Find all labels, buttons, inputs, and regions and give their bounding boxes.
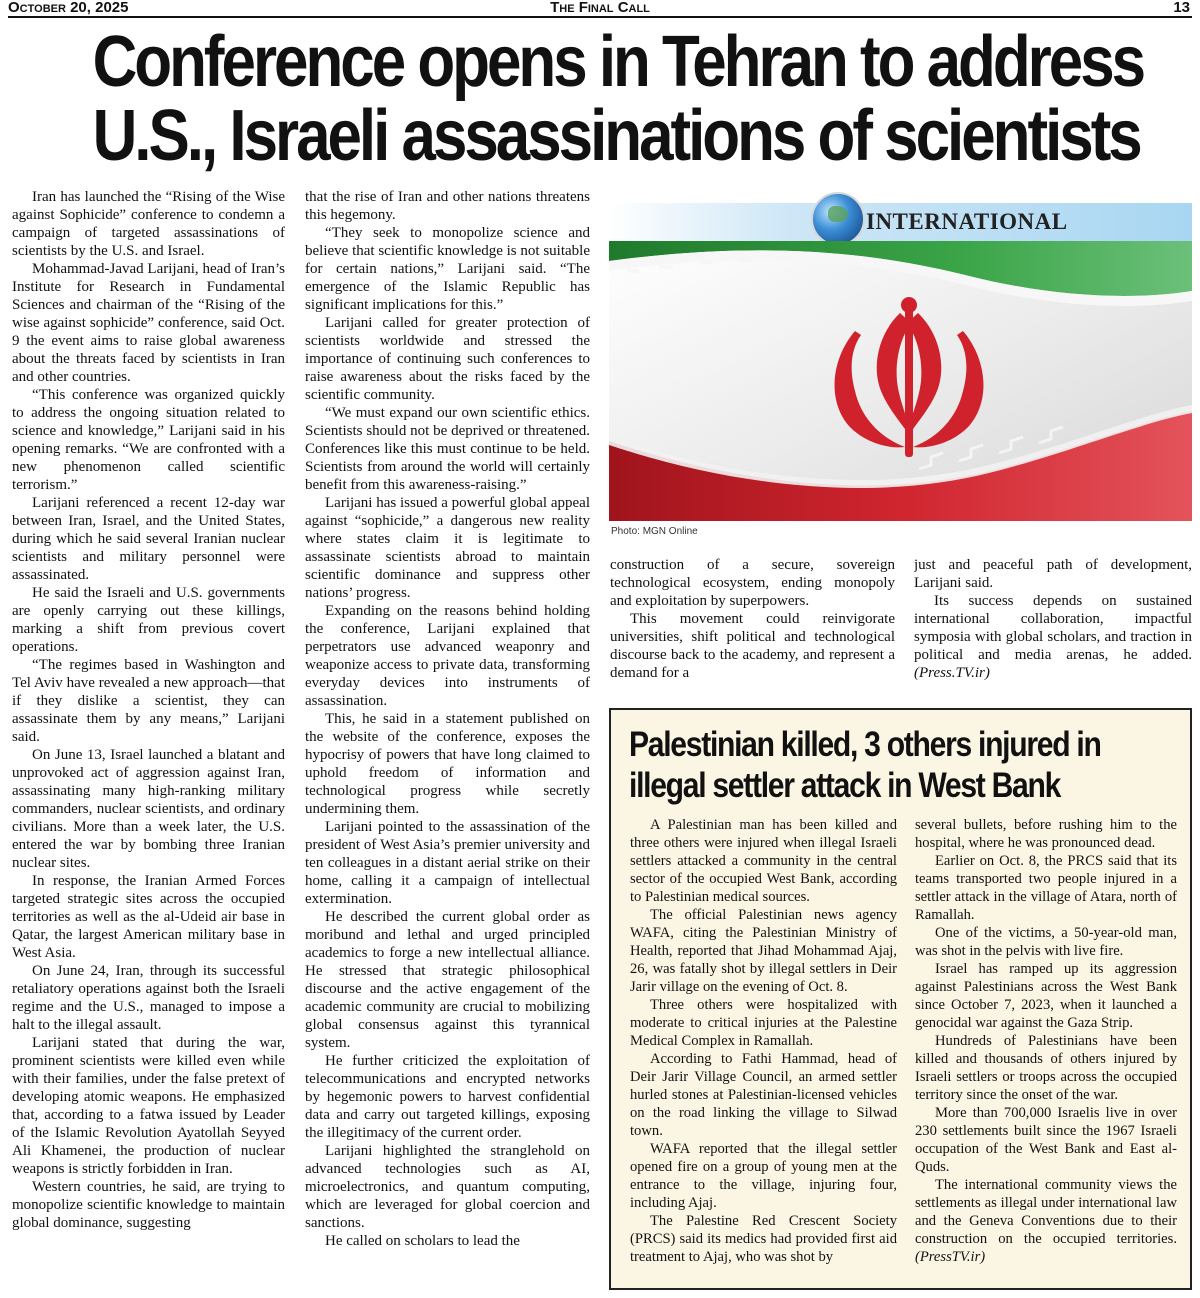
paragraph-continued: construction of a secure, sovereign technological ecosystem, ending monopoly and exploitation by superpowers. [610,557,895,609]
source-credit: (PressTV.ir) [915,1249,986,1265]
paragraph: This, he said in a statement published on the website of the conference, exposes the hypocrisy of powers that have long claimed to uphold freedom of information and technological progress while secretly undermining them. [305,711,590,817]
paragraph: He said the Israeli and U.S. governments are openly carrying out these killings, marking a shift from previous covert operations. [12,585,285,655]
paragraph: The Palestine Red Crescent Society (PRCS) said its medics had provided first aid treatment to Ajaj, who was shot by [630,1213,897,1265]
main-article-column-4 [914,556,1192,691]
page-header [8,0,1192,18]
paragraph: “The regimes based in Washington and Tel Aviv have revealed a new approach—that if they dislike a scientist, they can assassinate them by any means,” Larijani said. [12,657,285,745]
main-headline-line1: Conference opens in Tehran to address [92,22,1144,102]
paragraph-text: The international community views the settlements as illegal under international law and the Geneva Conventions due to their construction on the occupied territories. [915,1177,1177,1247]
paragraph-continued: just and peaceful path of development, Larijani said. [914,557,1192,591]
paragraph: WAFA reported that the illegal settler opened fire on a group of young men at the entrance to the village, injuring four, including Ajaj. [630,1141,897,1211]
sidebar-article-box [609,708,1192,1290]
paragraph: Mohammad-Javad Larijani, head of Iran’s Institute for Research in Fundamental Sciences and chairman of the “Rising of the wise against sophicide” conference, said Oct. 9 the event aims to raise global awareness about the threats faced by scientists in Iran and other countries. [12,261,285,385]
paragraph: On June 13, Israel launched a blatant and unprovoked act of aggression against Iran, assassinating many high-ranking military commanders, nuclear scientists, and ordinary civilians. More than a week later, the U.S. entered the war by bombing three Iranian nuclear sites. [12,747,285,871]
issue-date: October 20, 2025 [8,0,129,16]
paragraph: Three others were hospitalized with moderate to critical injuries at the Palestine Medical Complex in Ramallah. [630,997,897,1049]
paragraph: Israel has ramped up its aggression against Palestinians across the West Bank since October 7, 2023, when it launched a genocidal war against the Gaza Strip. [915,961,1177,1031]
paragraph-text: Its success depends on sustained international collaboration, impactful symposia with global scholars, and traction in political and media arenas, he added. [914,593,1192,663]
paragraph: Larijani stated that during the war, prominent scientists were killed even while with their families, under the false pretext of developing atomic weapons. He emphasized that, according to a fatwa issued by Leader of the Islamic Revolution Ayatollah Seyyed Ali Khamenei, the production of nuclear weapons is strictly forbidden in Iran. [12,1035,285,1177]
section-label: INTERNATIONAL [866,209,1068,234]
paragraph [914,592,1192,682]
paragraph: Earlier on Oct. 8, the PRCS said that its teams transported two people injured in a settler attack in the village of Atara, north of Ramallah. [915,853,1177,923]
paragraph: This movement could reinvigorate universities, shift political and technological discourse back to the academy, and represent a demand for a [610,611,895,681]
paragraph: One of the victims, a 50-year-old man, was shot in the pelvis with live fire. [915,925,1177,959]
iran-flag-photo [609,241,1192,521]
paragraph: A Palestinian man has been killed and three others were injured when illegal Israeli settlers attacked a community in the central sector of the occupied West Bank, according to Palestinian medical sources. [630,817,897,905]
main-headline-line2: U.S., Israeli assassinations of scientists [92,96,1140,176]
paragraph: Larijani highlighted the stranglehold on advanced technologies such as AI, microelectronics, and quantum computing, which are leveraged for global coercion and sanctions. [305,1143,590,1231]
paragraph: Expanding on the reasons behind holding the conference, Larijani explained that perpetrators use advanced weaponry and weaponize access to private data, transforming everyday devices into instruments of assassination. [305,603,590,709]
paragraph: In response, the Iranian Armed Forces targeted strategic sites across the occupied territories as well as the al-Udeid air base in Qatar, the largest American military base in West Asia. [12,873,285,961]
paragraph: Larijani has issued a powerful global appeal against “sophicide,” a dangerous new reality where states claim it is legitimate to assassinate scientists abroad to maintain scientific dominance and suppress other nations’ progress. [305,495,590,601]
main-article-column-2 [305,188,590,1290]
main-headline [92,22,1144,176]
main-article-column-1 [12,188,285,1290]
paragraph: Larijani called for greater protection of scientists worldwide and stressed the importance of continuing such conferences to raise awareness about the risks faced by the scientific community. [305,315,590,403]
source-credit: (Press.TV.ir) [914,665,990,681]
sidebar-column-2 [915,816,1177,1286]
paragraph: Western countries, he said, are trying to monopolize scientific knowledge to maintain global dominance, suggesting [12,1179,285,1231]
paragraph: He further criticized the exploitation of telecommunications and encrypted networks by hegemonic powers to harvest confidential data and carry out targeted killings, exposing the illegitimacy of the current order. [305,1053,590,1141]
paragraph-continued: several bullets, before rushing him to the hospital, where he was pronounced dead. [915,817,1177,851]
sidebar-headline-line1: Palestinian killed, 3 others injured in [629,725,1101,764]
paragraph: He described the current global order as moribund and lethal and urged principled academics to forge a new intellectual alliance. He stressed that strategic philosophical discourse and the active engagement of the academic community are crucial to mobilizing global consensus against this tyrannical system. [305,909,590,1051]
main-article-column-3 [610,556,895,691]
paragraph: More than 700,000 Israelis live in over 230 settlements built since the 1967 Israeli occupation of the West Bank and East al-Quds. [915,1105,1177,1175]
paragraph: On June 24, Iran, through its successful retaliatory operations against both the Israeli regime and the U.S., managed to impose a halt to the illegal assault. [12,963,285,1033]
photo-caption: Photo: MGN Online [611,526,698,537]
paragraph: Larijani pointed to the assassination of the president of West Asia’s premier university and ten colleagues in a distant aerial strike on their home, calling it a campaign of intellectual extermination. [305,819,590,907]
paragraph: “We must expand our own scientific ethics. Scientists should not be deprived or threatened. Conferences like this must continue to be held. Scientists from around the world will certainly benefit from this awareness-raising.” [305,405,590,493]
paragraph: “They seek to monopolize science and believe that scientific knowledge is not suitable for certain nations,” Larijani said. “The emergence of the Islamic Republic has significant implications for this.” [305,225,590,313]
sidebar-column-1 [630,816,897,1286]
sidebar-headline [629,724,1111,806]
paragraph: The official Palestinian news agency WAFA, citing the Palestinian Ministry of Health, reported that Jihad Mohammad Ajaj, 26, was fatally shot by illegal settlers in Deir Jarir village on the evening of Oct. 8. [630,907,897,995]
paragraph: “This conference was organized quickly to address the ongoing situation related to science and knowledge,” Larijani said in his opening remarks. “We are confronted with a new phenomenon called scientific terrorism.” [12,387,285,493]
page-number: 13 [1173,0,1190,16]
paragraph: Hundreds of Palestinians have been killed and thousands of others injured by Israeli settlers or troops across the occupied territory since the onset of the war. [915,1033,1177,1103]
paragraph-continued: that the rise of Iran and other nations threatens this hegemony. [305,189,590,223]
iran-flag-image [609,241,1192,521]
sidebar-headline-line2: illegal settler attack in West Bank [629,766,1061,805]
paragraph: Larijani referenced a recent 12-day war between Iran, Israel, and the United States, during which he said several Iranian nuclear scientists and military personnel were assassinated. [12,495,285,583]
section-banner [609,203,1192,241]
paragraph: He called on scholars to lead the [325,1233,520,1249]
globe-icon [811,192,865,246]
publication-name: The Final Call [550,0,650,16]
paragraph: According to Fathi Hammad, head of Deir Jarir Village Council, an armed settler hurled stones at Palestinian-licensed vehicles on the road linking the village to Silwad town. [630,1051,897,1139]
paragraph: Iran has launched the “Rising of the Wise against Sophicide” conference to condemn a campaign of targeted assassinations of scientists by the U.S. and Israel. [12,189,285,259]
paragraph [915,1176,1177,1266]
